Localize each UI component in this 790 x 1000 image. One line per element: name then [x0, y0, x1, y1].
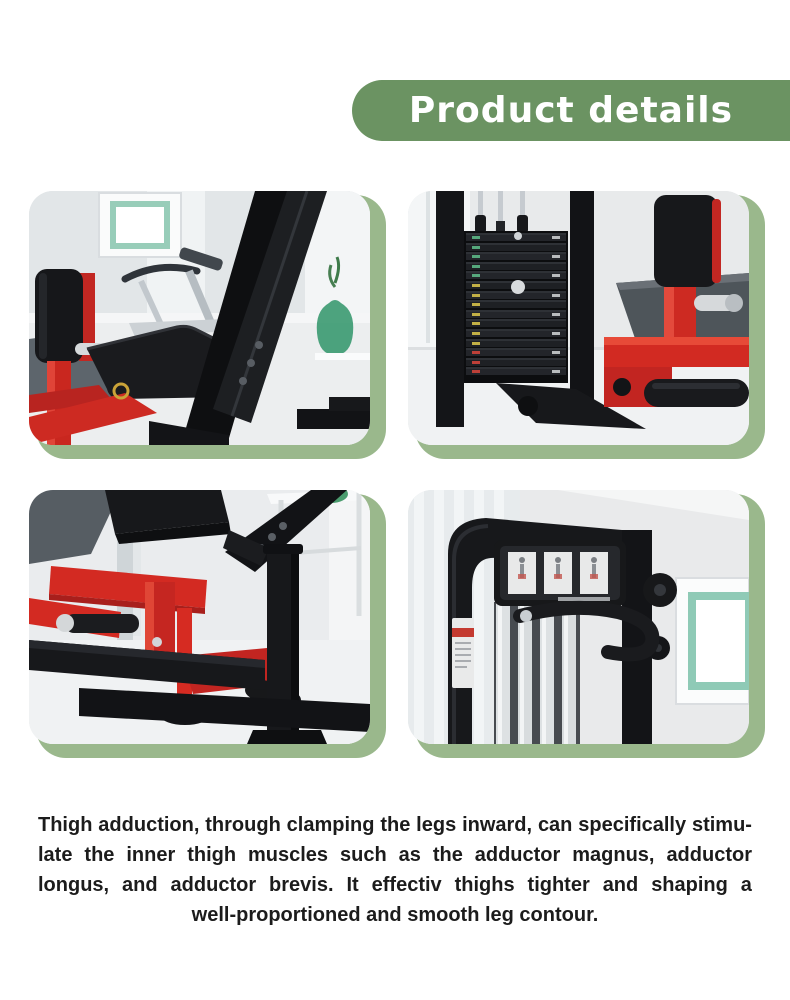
wall-picture-frame [99, 193, 181, 257]
weight-plates [466, 233, 566, 375]
tower-top-photo-illustration [408, 490, 749, 744]
weight-stack-photo-illustration [408, 191, 749, 445]
product-description [38, 810, 752, 930]
photo-panel-seat-backrest [29, 191, 370, 445]
top-pin [514, 232, 522, 240]
selector-knob [511, 280, 525, 294]
product-photo [408, 191, 749, 445]
description-line: longus, and adductor brevis. It effectiv thighs tighter and shaping a [38, 874, 752, 896]
base-frame-photo-illustration [29, 490, 370, 744]
photo-panel-tower-top [408, 490, 749, 744]
description-line: late the inner thigh muscles such as the adductor magnus, adductor [38, 844, 752, 866]
page-title: Product details [408, 90, 734, 131]
wall-picture-frame [676, 578, 749, 704]
description-line: Thigh adduction, through clamping the legs inward, can specifically stimu- [38, 814, 752, 836]
description-line: well-proportioned and smooth leg contour. [191, 904, 599, 926]
instruction-placard [494, 540, 626, 606]
product-photo [29, 490, 370, 744]
photo-panel-base-frame [29, 490, 370, 744]
warning-sticker [452, 618, 474, 688]
product-photo [29, 191, 370, 445]
seat-backrest-photo-illustration [29, 191, 370, 445]
photo-gallery [29, 191, 765, 771]
photo-panel-weight-stack [408, 191, 749, 445]
product-photo [408, 490, 749, 744]
product-details-banner [352, 80, 790, 141]
